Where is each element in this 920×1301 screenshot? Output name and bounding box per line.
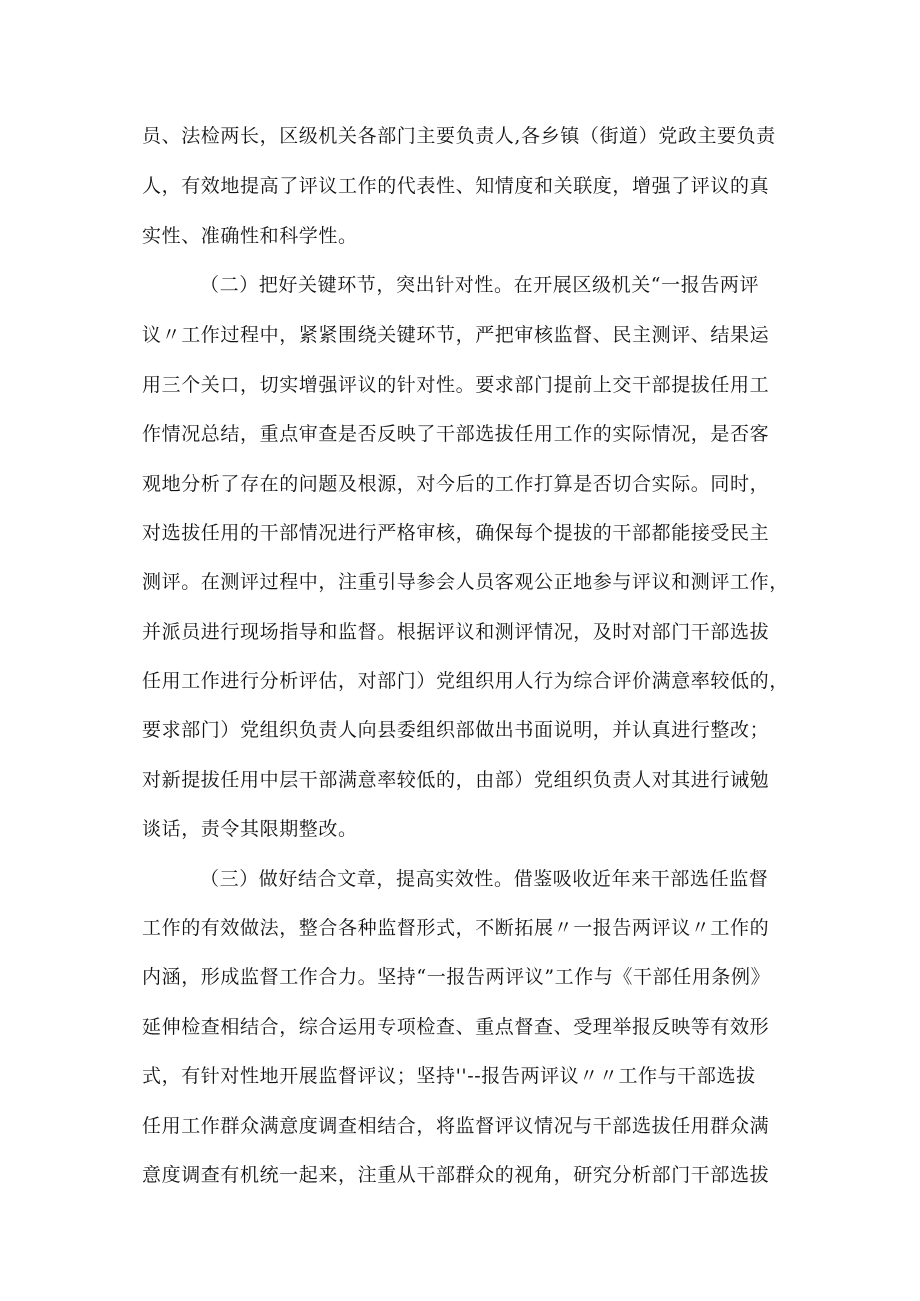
paragraph-line: 员、法检两长，区级机关各部门主要负责人,各乡镇（街道）党政主要负责 <box>142 125 776 147</box>
paragraph-line: 任用工作群众满意度调查相结合，将监督评议情况与干部选拔任用群众满 <box>142 1115 770 1137</box>
paragraph-line: 用三个关口，切实增强评议的针对性。要求部门提前上交干部提拔任用工 <box>142 374 770 396</box>
section-heading-line: （二）把好关键环节，突出针对性。在开展区级机关“一报告两评 <box>200 274 760 296</box>
paragraph-line: 任用工作进行分析评估，对部门）党组织用人行为综合评价满意率较低的， <box>142 670 789 692</box>
paragraph-line: 式，有针对性地开展监督评议；坚持''--报告两评议〃〃工作与干部选拔 <box>142 1065 756 1087</box>
paragraph-line: 谈话，责令其限期整改。 <box>142 818 358 840</box>
paragraph-line: 并派员进行现场指导和监督。根据评议和测评情况，及时对部门干部选拔 <box>142 621 770 643</box>
paragraph-line: 延伸检查相结合，综合运用专项检查、重点督查、受理举报反映等有效形 <box>142 1016 770 1038</box>
paragraph-line: 对选拔任用的干部情况进行严格审核，确保每个提拔的干部都能接受民主 <box>142 522 770 544</box>
paragraph-line: 意度调查有机统一起来，注重从干部群众的视角，研究分析部门干部选拔 <box>142 1164 770 1186</box>
paragraph-line: 工作的有效做法，整合各种监督形式，不断拓展〃一报告两评议〃工作的 <box>142 917 770 939</box>
paragraph-line: 观地分析了存在的问题及根源，对今后的工作打算是否切合实际。同时， <box>142 473 770 495</box>
section-heading-line: （三）做好结合文章，提高实效性。借鉴吸收近年来干部选任监督 <box>200 868 769 890</box>
paragraph-line: 对新提拔任用中层干部满意率较低的，由部）党组织负责人对其进行诫勉 <box>142 769 770 791</box>
paragraph-line: 作情况总结，重点审查是否反映了干部选拔任用工作的实际情况，是否客 <box>142 423 770 445</box>
paragraph-line: 要求部门）党组织负责人向县委组织部做出书面说明，并认真进行整改； <box>142 719 770 741</box>
paragraph-line: 议〃工作过程中，紧紧围绕关键环节，严把审核监督、民主测评、结果运 <box>142 324 770 346</box>
paragraph-line: 实性、准确性和科学性。 <box>142 225 358 247</box>
paragraph-line: 内涵，形成监督工作合力。坚持“一报告两评议”工作与《干部任用条例》 <box>142 966 771 988</box>
paragraph-line: 人，有效地提高了评议工作的代表性、知情度和关联度，增强了评议的真 <box>142 175 770 197</box>
paragraph-line: 测评。在测评过程中，注重引导参会人员客观公正地参与评议和测评工作， <box>142 571 789 593</box>
